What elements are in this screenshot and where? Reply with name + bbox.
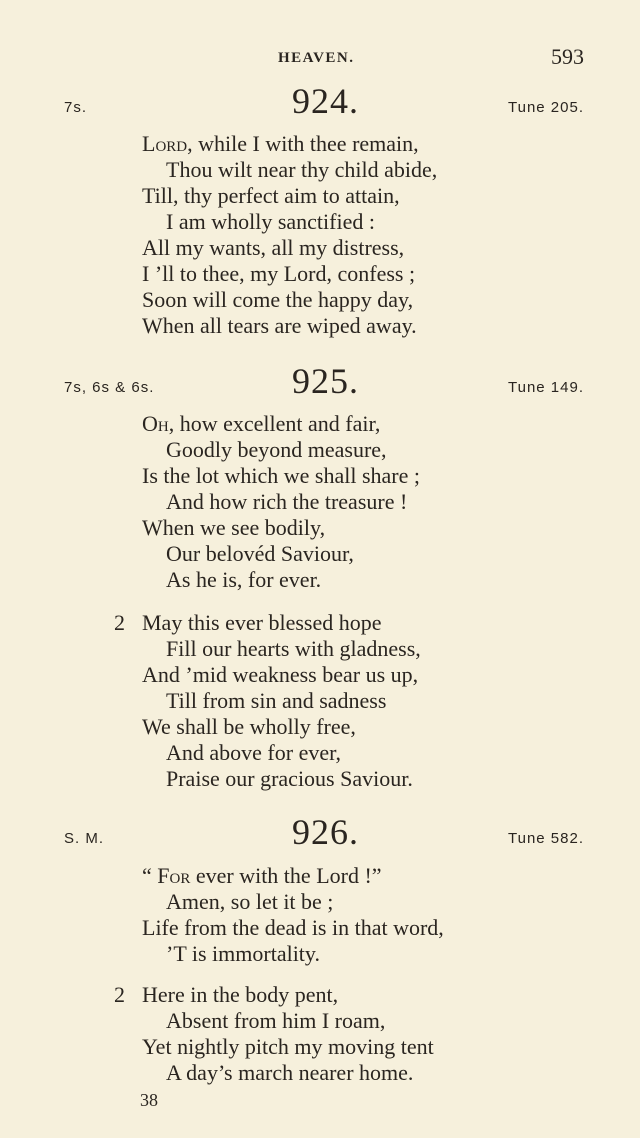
line-text: , while I with thee remain, (187, 131, 419, 156)
line-text: ever with the Lord !” (190, 863, 382, 888)
verse-line: ’T is immortality. (166, 941, 320, 966)
verse-line: May this ever blessed hope (142, 610, 382, 635)
verse-line: Goodly beyond measure, (166, 437, 387, 462)
verse-line: Praise our gracious Saviour. (166, 766, 413, 791)
verse-line: We shall be wholly free, (142, 714, 356, 739)
verse-line: When all tears are wiped away. (142, 313, 417, 338)
hymn-heading (0, 813, 640, 853)
first-word: Lord (142, 131, 188, 156)
verse-line: Here in the body pent, (142, 982, 339, 1007)
stanza-number: 2 (114, 982, 125, 1007)
verse-line: I am wholly sanctified : (166, 209, 375, 234)
hymn-tune: Tune 582. (508, 830, 584, 847)
verse-line: Absent from him I roam, (166, 1008, 386, 1033)
hymn-meter: 7s. (64, 99, 88, 116)
verse-line (142, 131, 419, 157)
hymn-number: 926. (292, 812, 359, 852)
hymn-tune: Tune 205. (508, 99, 584, 116)
hymn-heading (0, 82, 640, 122)
hymn-number: 924. (292, 81, 359, 121)
stanza-number: 2 (114, 610, 125, 635)
verse-line: Thou wilt near thy child abide, (166, 157, 438, 182)
first-word: “ For (142, 863, 191, 888)
verse-line: Is the lot which we shall share ; (142, 463, 420, 488)
hymn-number: 925. (292, 361, 359, 401)
verse-line (142, 863, 382, 889)
line-text: , how excellent and fair, (168, 411, 381, 436)
verse-line: And how rich the treasure ! (166, 489, 408, 514)
verse-line (142, 411, 380, 437)
verse-line: Yet nightly pitch my moving tent (142, 1034, 434, 1059)
verse-line: When we see bodily, (142, 515, 326, 540)
hymn-tune: Tune 149. (508, 379, 584, 396)
running-title: HEAVEN. (278, 50, 355, 66)
verse-line: Soon will come the happy day, (142, 287, 414, 312)
hymn-meter: S. M. (64, 830, 105, 847)
verse-line: As he is, for ever. (166, 567, 322, 592)
verse-line: Our belovéd Saviour, (166, 541, 354, 566)
running-head (0, 44, 640, 74)
verse-line: I ’ll to thee, my Lord, confess ; (142, 261, 416, 286)
hymn-meter: 7s, 6s & 6s. (64, 379, 155, 396)
hymn-heading (0, 362, 640, 402)
verse-line: Fill our hearts with gladness, (166, 636, 421, 661)
page-number: 593 (551, 44, 584, 69)
verse-line: And ’mid weakness bear us up, (142, 662, 419, 687)
signature-mark: 38 (140, 1090, 158, 1110)
verse-line: Till, thy perfect aim to attain, (142, 183, 400, 208)
verse-line: Till from sin and sadness (166, 688, 387, 713)
verse-line: A day’s march nearer home. (166, 1060, 414, 1085)
verse-line: Amen, so let it be ; (166, 889, 334, 914)
verse-line: Life from the dead is in that word, (142, 915, 444, 940)
verse-line: All my wants, all my distress, (142, 235, 405, 260)
verse-line: And above for ever, (166, 740, 342, 765)
first-word: Oh (142, 411, 169, 436)
